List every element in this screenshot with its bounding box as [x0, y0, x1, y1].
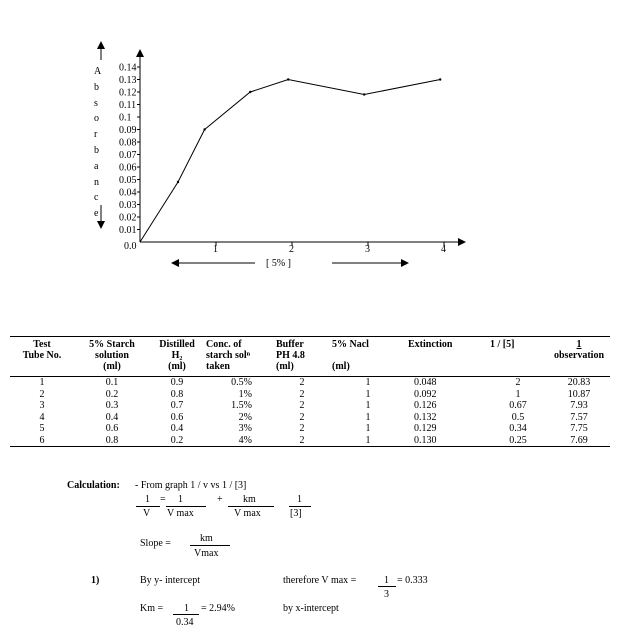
col-inverse-observation: 1 observation	[548, 337, 610, 377]
y-label-letter: e	[94, 208, 99, 220]
col-inverse-substrate: 1 / [5]	[488, 337, 548, 377]
table-cell: 0.4	[170, 423, 184, 435]
table-cell: 0.130	[406, 435, 488, 447]
col-conc-starch: Conc. of starch solⁿ taken	[204, 337, 274, 377]
data-point	[287, 78, 289, 80]
table-cell: 1	[365, 411, 371, 423]
eq-term1-numerator: 1	[178, 494, 183, 505]
y-tick-label: 0.1	[119, 112, 132, 124]
y-tick-label: 0.08	[119, 137, 137, 149]
y-tick-label: 0.01	[119, 225, 137, 236]
eq-plus: +	[217, 494, 223, 505]
origin-label: 0.0	[124, 241, 137, 252]
table-cell: 7.93	[570, 400, 588, 412]
table-cell: 1.5%	[231, 400, 252, 412]
data-point	[203, 128, 205, 130]
slope-fraction-bar	[190, 545, 230, 546]
eq-lhs-numerator: 1	[145, 494, 150, 505]
eq-term1-denominator: V max	[167, 508, 194, 519]
eq-equals: =	[160, 494, 166, 505]
table-cell: 0.4	[105, 411, 119, 423]
col-distilled-h2: Distilled H₂ (ml)	[150, 337, 204, 377]
km-fraction-bar	[173, 614, 199, 615]
table-cell: 2	[299, 423, 305, 435]
table-cell: 0.8	[170, 388, 184, 400]
vmax-denominator: 3	[384, 589, 389, 600]
vmax-result: = 0.333	[397, 575, 428, 586]
table-cell: 1	[515, 388, 521, 400]
y-tick-label: 0.07	[119, 150, 137, 161]
vmax-numerator: 1	[384, 575, 389, 586]
data-point	[249, 91, 251, 93]
vmax-fraction-bar	[378, 586, 396, 587]
table-cell: 2	[299, 400, 305, 412]
x-tick-label: 4	[441, 244, 446, 255]
data-point	[439, 78, 441, 80]
table-cell: 3	[39, 400, 45, 412]
table-cell: 1	[365, 400, 371, 412]
x-tick-label: 3	[365, 244, 370, 255]
table-cell: 0.3	[105, 400, 119, 412]
eq-lhs-fraction-bar	[136, 506, 160, 507]
table-cell: 0.5	[511, 411, 525, 423]
slope-denominator: Vmax	[194, 548, 219, 559]
table-cell: 2	[274, 435, 330, 447]
eq-term2-fraction-bar	[228, 506, 274, 507]
table-cell: 1	[365, 423, 371, 435]
table-cell: 7.69	[548, 435, 610, 447]
table-cell: 4	[39, 411, 45, 423]
chart-axes	[101, 42, 465, 263]
table-cell: 0.129	[414, 423, 437, 435]
eq-lhs-denominator: V	[143, 508, 151, 519]
col-buffer: Buffer PH 4.8 (ml)	[274, 337, 330, 377]
table-cell: 2%	[238, 411, 252, 423]
table-cell: 5	[39, 423, 45, 435]
eq-term3-fraction-bar	[289, 506, 311, 507]
table-header-row	[10, 337, 610, 377]
table-cell: 1%	[238, 388, 252, 400]
eq-term2-numerator: km	[243, 494, 256, 505]
table-cell: 0.1	[105, 377, 119, 389]
table-cell: 2	[299, 411, 305, 423]
table-row	[10, 377, 610, 389]
table-cell: 0.9	[170, 377, 184, 389]
calculation-label: Calculation:	[67, 480, 120, 491]
step-text: By y- intercept	[140, 575, 200, 586]
y-label-letter: s	[94, 97, 98, 109]
table-cell: 1	[330, 435, 406, 447]
table-cell: 6	[10, 435, 74, 447]
y-label-letter: A	[94, 66, 102, 77]
calculation-intro: - From graph 1 / v vs 1 / [3]	[135, 480, 247, 491]
table-cell: 2	[39, 388, 45, 400]
table-body	[10, 377, 610, 447]
km-denominator: 0.34	[176, 617, 194, 628]
y-tick-label: 0.13	[119, 75, 137, 86]
y-tick-label: 0.06	[119, 162, 137, 174]
x-tick-label: 1	[213, 244, 218, 255]
table-cell: 0.048	[414, 377, 437, 389]
table-cell: 2	[299, 377, 305, 389]
y-tick-label: 0.05	[119, 175, 137, 186]
slope-label: Slope =	[140, 538, 171, 549]
table-cell: 2	[515, 377, 521, 389]
eq-term3-numerator: 1	[297, 494, 302, 505]
table-row	[10, 423, 610, 435]
table-row	[10, 412, 610, 424]
table-cell: 0.7	[170, 400, 184, 412]
x-axis-label: [ 5% ]	[266, 258, 291, 269]
table-cell: 1	[365, 377, 371, 389]
km-label: Km =	[140, 603, 164, 614]
y-label-letter: b	[94, 81, 99, 93]
table-cell: 1	[365, 388, 371, 400]
x-ticks	[213, 242, 446, 255]
col-starch-solution: 5% Starch solution (ml)	[74, 337, 150, 377]
table-row	[10, 435, 610, 447]
data-point	[177, 181, 179, 183]
y-tick-label: 0.12	[119, 87, 137, 99]
table-cell: 0.092	[414, 388, 437, 400]
table-row	[10, 400, 610, 412]
km-numerator: 1	[184, 603, 189, 614]
table-cell: 0.132	[414, 411, 437, 423]
table-cell: 0.6	[105, 423, 119, 435]
table-cell: 0.2	[105, 388, 119, 400]
y-label-letter: r	[94, 129, 98, 141]
col-nacl: 5% Nacl (ml)	[330, 337, 406, 377]
y-label-letter: o	[94, 113, 99, 125]
eq-term1-fraction-bar	[166, 506, 206, 507]
y-label-letter: b	[94, 145, 99, 156]
series-absorbance	[140, 78, 441, 242]
step-number: 1)	[91, 575, 100, 586]
table-cell: 1	[39, 377, 45, 389]
y-tick-label: 0.09	[119, 125, 137, 136]
y-label-letter: n	[94, 176, 99, 188]
table-row	[10, 389, 610, 401]
table-cell: 2	[299, 388, 305, 400]
y-label-letter: a	[94, 160, 99, 172]
table-cell: 0.67	[509, 400, 527, 412]
y-tick-label: 0.03	[119, 200, 137, 211]
data-point	[363, 93, 365, 95]
experiment-table	[10, 336, 610, 447]
eq-term3-denominator: [3]	[290, 508, 302, 519]
km-result: = 2.94%	[201, 603, 235, 614]
table-cell: 0.126	[414, 400, 437, 412]
table-cell: 4%	[204, 435, 274, 447]
table-cell: 20.83	[567, 377, 591, 389]
y-label-letter: c	[94, 192, 99, 204]
therefore-vmax: therefore V max =	[283, 575, 357, 586]
by-x-intercept: by x-intercept	[283, 603, 339, 614]
y-tick-label: 0.02	[119, 212, 137, 224]
col-test-tube: Test Tube No.	[10, 337, 74, 377]
y-tick-label: 0.14	[119, 62, 137, 74]
eq-term2-denominator: V max	[234, 508, 261, 519]
x-tick-label: 2	[289, 244, 294, 255]
y-tick-label: 0.04	[119, 187, 137, 199]
table-cell: 0.25	[488, 435, 548, 447]
table-cell: 10.87	[567, 388, 591, 400]
y-tick-label: 0.11	[119, 100, 137, 111]
y-ticks	[119, 63, 140, 237]
table-cell: 7.75	[570, 423, 588, 435]
series-line	[140, 80, 440, 243]
table-cell: 0.2	[150, 435, 204, 447]
table-cell: 0.5%	[231, 377, 252, 389]
table-cell: 0.6	[170, 411, 184, 423]
slope-numerator: km	[200, 533, 213, 544]
table-cell: 3%	[238, 423, 252, 435]
table-cell: 0.8	[74, 435, 150, 447]
table-cell: 0.34	[509, 423, 527, 435]
table-cell: 7.57	[570, 411, 588, 423]
col-extinction: Extinction	[406, 337, 488, 377]
